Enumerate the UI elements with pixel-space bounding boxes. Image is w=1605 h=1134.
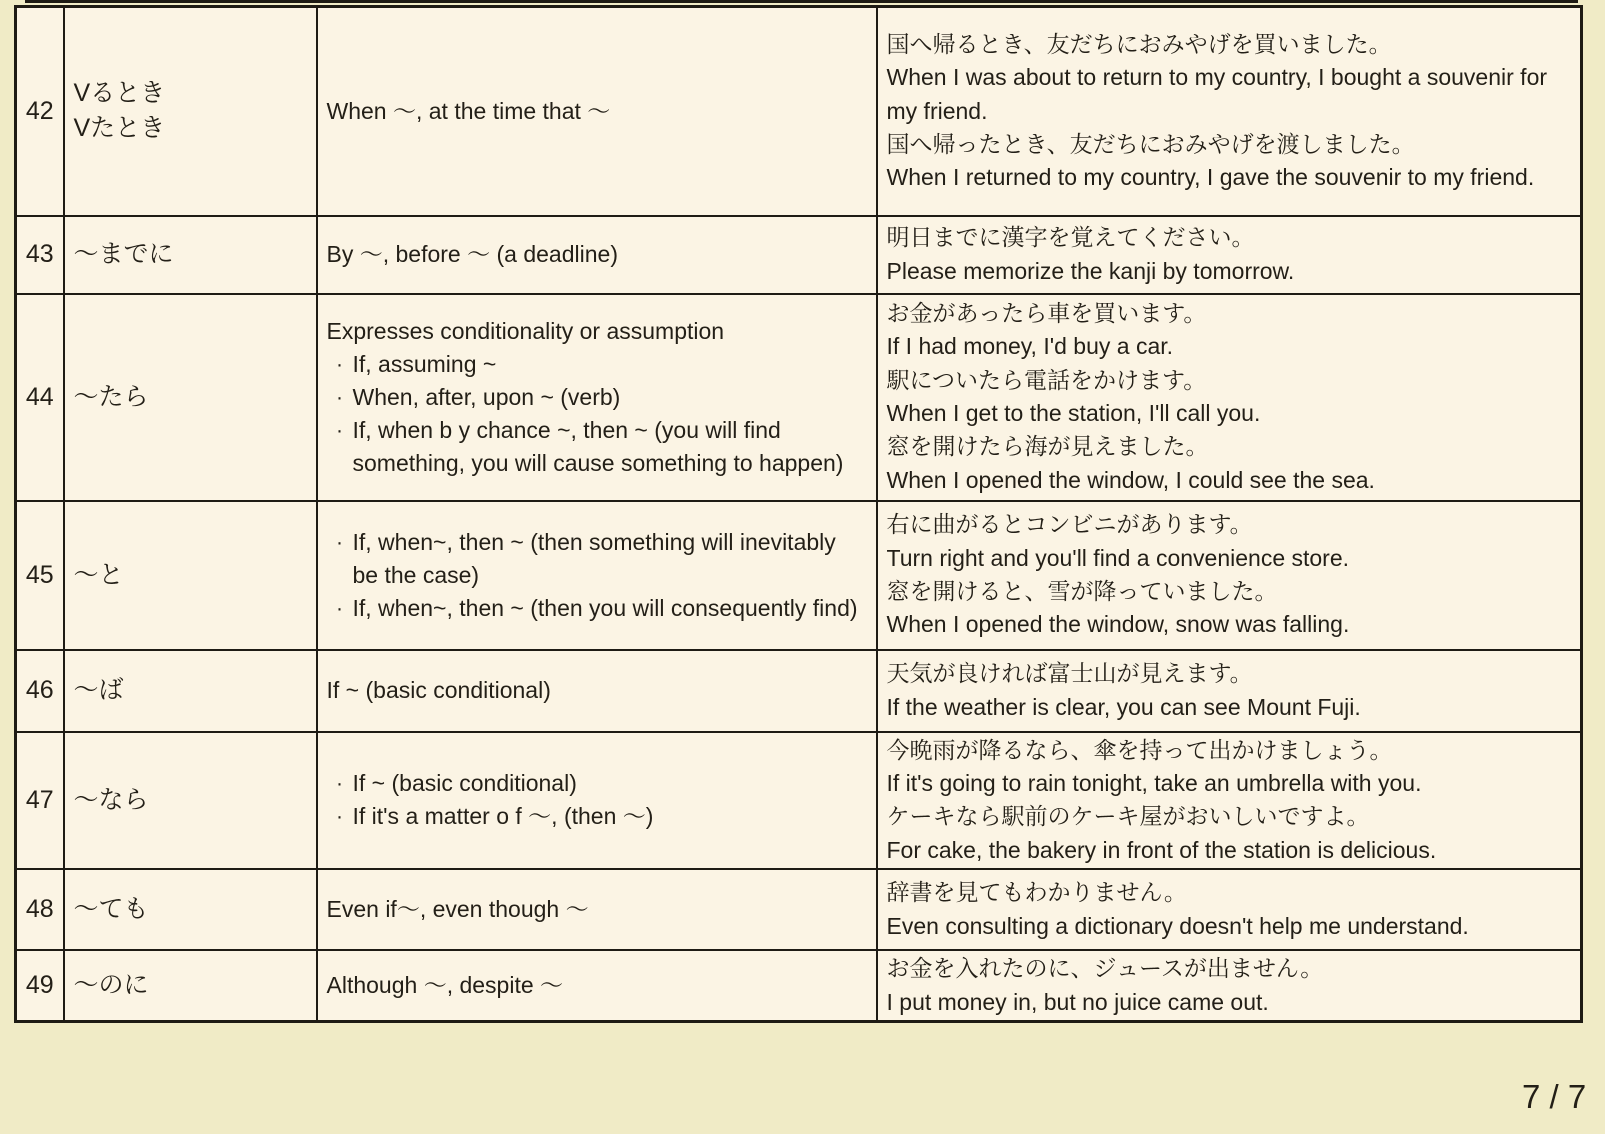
table-row xyxy=(16,501,1582,650)
meaning-bullet-item xyxy=(327,348,867,381)
example-japanese: お金を入れたのに、ジュースが出ません。 xyxy=(886,955,1324,982)
meaning-bullet-text: If, when~, then ~ (then you will consequently find) xyxy=(352,594,858,621)
grammar-pattern-cell xyxy=(64,732,317,870)
example-english: Turn right and you'll find a convenience store. xyxy=(886,544,1350,571)
grammar-pattern-line: ～ば xyxy=(73,676,124,704)
meaning-cell xyxy=(317,950,877,1021)
example-japanese: 窓を開けると、雪が降っていました。 xyxy=(886,578,1278,604)
meaning-bullet-text: If, when b y chance ~, then ~ (you will find something, you will cause something to happen) xyxy=(352,416,844,476)
example-english: When I opened the window, I could see the sea. xyxy=(886,466,1375,493)
bullet-dot-icon: · xyxy=(336,805,343,829)
meaning-text: When ～, at the time that ～ xyxy=(326,97,611,124)
example-english: When I was about to return to my country, I bought a souvenir for my friend. xyxy=(886,64,1548,124)
table-row xyxy=(16,7,1582,216)
example-japanese: 窓を開けたら海が見えました。 xyxy=(886,433,1209,460)
grammar-pattern-line: ～と xyxy=(73,560,124,589)
meaning-cell xyxy=(317,294,877,501)
grammar-pattern-cell xyxy=(64,650,317,732)
example-english: For cake, the bakery in front of the station is delicious. xyxy=(886,836,1437,863)
row-number-cell: 48 xyxy=(16,869,64,950)
previous-row-border-fragment xyxy=(25,0,1578,3)
grammar-pattern-cell xyxy=(64,216,317,294)
meaning-bullet-item xyxy=(327,592,867,625)
meaning-text: Although ～, despite ～ xyxy=(326,972,564,999)
example-english: I put money in, but no juice came out. xyxy=(886,988,1269,1015)
examples-cell xyxy=(877,869,1582,950)
example-english: If it's going to rain tonight, take an umbrella with you. xyxy=(886,769,1422,796)
example-japanese: 国へ帰ったとき、友だちにおみやげを渡しました。 xyxy=(886,130,1415,157)
example-japanese: 国へ帰るとき、友だちにおみやげを買いました。 xyxy=(886,30,1392,57)
meaning-bullet-item xyxy=(327,526,867,592)
example-english: When I opened the window, snow was falling. xyxy=(886,611,1350,638)
meaning-bullet-item xyxy=(327,414,867,480)
meaning-text: Even if～, even though ～ xyxy=(326,896,589,923)
example-english: When I get to the station, I'll call you. xyxy=(886,400,1261,426)
bullet-dot-icon: · xyxy=(336,385,343,409)
examples-cell xyxy=(877,294,1582,501)
grammar-pattern-line: Vたとき xyxy=(73,114,166,143)
grammar-pattern-line: ～なら xyxy=(73,785,149,814)
meaning-bullet-text: When, after, upon ~ (verb) xyxy=(352,383,621,410)
row-number-cell: 46 xyxy=(16,650,64,732)
meaning-cell xyxy=(317,650,877,732)
example-japanese: ケーキなら駅前のケーキ屋がおいしいですよ。 xyxy=(886,803,1370,830)
row-number-cell: 43 xyxy=(16,216,64,294)
example-english: Please memorize the kanji by tomorrow. xyxy=(886,257,1295,284)
row-number-cell: 44 xyxy=(16,294,64,501)
meaning-bullet-item xyxy=(327,800,867,833)
bullet-dot-icon: · xyxy=(336,352,343,376)
row-number-cell: 42 xyxy=(16,7,64,216)
examples-cell xyxy=(877,216,1582,294)
grammar-pattern-cell xyxy=(64,501,317,650)
examples-cell xyxy=(877,501,1582,650)
grammar-pattern-cell xyxy=(64,950,317,1021)
meaning-cell xyxy=(317,732,877,870)
examples-cell xyxy=(877,650,1582,732)
example-english: If the weather is clear, you can see Mount Fuji. xyxy=(886,693,1361,720)
table-row xyxy=(16,294,1582,501)
grammar-pattern-cell xyxy=(64,7,317,216)
examples-cell xyxy=(877,950,1582,1021)
table-row xyxy=(16,950,1582,1021)
meaning-bullet-text: If it's a matter o f ～, (then ～) xyxy=(352,803,654,830)
row-number-cell: 49 xyxy=(16,950,64,1021)
meaning-bullet-text: If, assuming ~ xyxy=(352,350,497,377)
example-english: If I had money, I'd buy a car. xyxy=(886,333,1174,360)
examples-cell xyxy=(877,7,1582,216)
meaning-text: If ~ (basic conditional) xyxy=(326,677,551,703)
grammar-pattern-line: ～ても xyxy=(73,895,149,924)
meaning-cell xyxy=(317,501,877,650)
meaning-cell xyxy=(317,216,877,294)
example-japanese: 明日までに漢字を覚えてください。 xyxy=(886,224,1255,251)
grammar-pattern-line: ～までに xyxy=(73,240,174,268)
meaning-bullet-text: If ~ (basic conditional) xyxy=(352,770,577,797)
meaning-bullet-item xyxy=(327,767,867,800)
grammar-pattern-line: ～たら xyxy=(73,382,149,411)
table-row xyxy=(16,216,1582,294)
grammar-pattern-line: Vるとき xyxy=(73,79,166,108)
bullet-dot-icon: · xyxy=(336,772,343,796)
example-japanese: 駅についたら電話をかけます。 xyxy=(886,366,1207,393)
table-row xyxy=(16,650,1582,732)
grammar-table xyxy=(14,5,1583,1023)
meaning-bullet-item xyxy=(327,381,867,414)
example-japanese: お金があったら車を買います。 xyxy=(886,299,1207,326)
page-number: 7 / 7 xyxy=(1522,1078,1587,1115)
table-row xyxy=(16,732,1582,870)
bullet-dot-icon: · xyxy=(336,596,343,620)
bullet-dot-icon: · xyxy=(336,418,343,442)
bullet-dot-icon: · xyxy=(336,530,343,554)
grammar-pattern-line: ～のに xyxy=(73,971,149,1000)
meaning-intro: Expresses conditionality or assumption xyxy=(326,317,725,344)
grammar-pattern-cell xyxy=(64,869,317,950)
table-row xyxy=(16,869,1582,950)
row-number-cell: 45 xyxy=(16,501,64,650)
example-japanese: 辞書を見てもわかりません。 xyxy=(886,879,1187,906)
example-english: Even consulting a dictionary doesn't help me understand. xyxy=(886,912,1469,939)
row-number-cell: 47 xyxy=(16,732,64,870)
grammar-table-body xyxy=(16,7,1582,1022)
grammar-pattern-cell xyxy=(64,294,317,501)
example-english: When I returned to my country, I gave the souvenir to my friend. xyxy=(886,164,1535,191)
meaning-text: By ～, before ～ (a deadline) xyxy=(326,241,618,267)
example-japanese: 今晩雨が降るなら、傘を持って出かけましょう。 xyxy=(886,736,1393,763)
example-japanese: 右に曲がるとコンビニがあります。 xyxy=(886,511,1253,538)
example-japanese: 天気が良ければ富士山が見えます。 xyxy=(886,660,1253,687)
examples-cell xyxy=(877,732,1582,870)
meaning-bullet-text: If, when~, then ~ (then something will inevitably be the case) xyxy=(352,528,836,588)
meaning-cell xyxy=(317,869,877,950)
meaning-cell xyxy=(317,7,877,216)
